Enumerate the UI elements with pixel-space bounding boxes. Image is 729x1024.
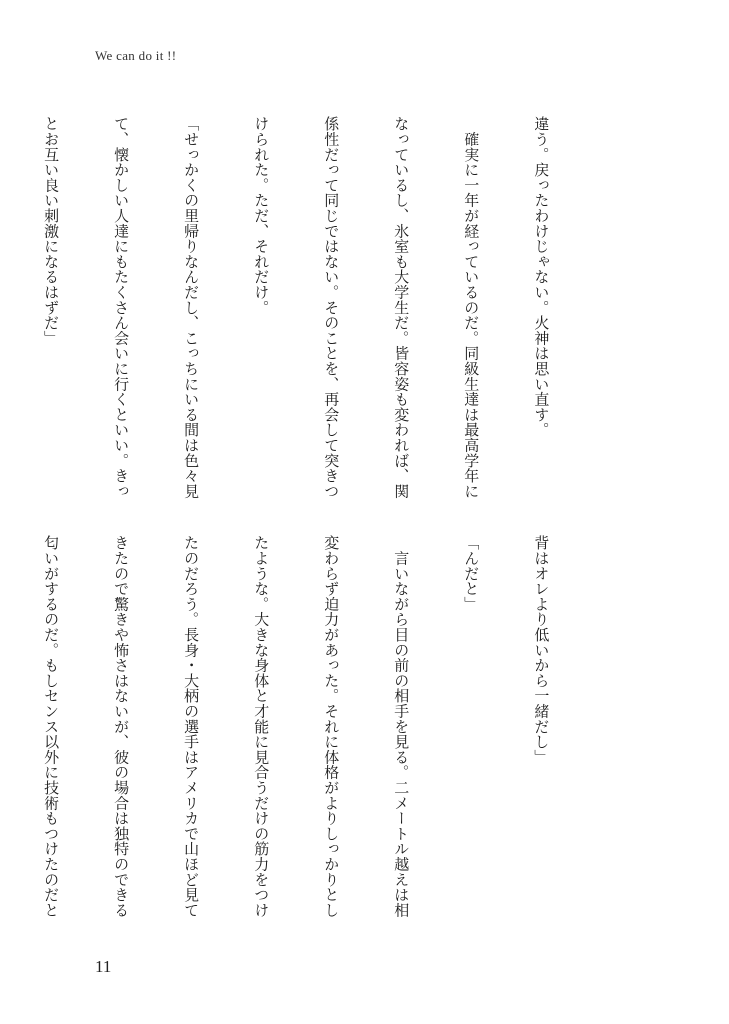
text-line: 「せっかくの里帰りなんだし、こっちにいる間は色々見 xyxy=(182,116,201,499)
text-block-upper xyxy=(42,116,599,508)
text-line: けられた。ただ、それだけ。 xyxy=(252,116,271,315)
text-line: たような。大きな身体と才能に見合うだけの筋力をつけ xyxy=(252,535,271,918)
text-line: 係性だって同じではない。そのことを、再会して突きつ xyxy=(322,116,341,499)
text-line: とお互い良い刺激になるはずだ」 xyxy=(42,116,61,346)
text-line: たのだろう。長身・大柄の選手はアメリカで山ほど見て xyxy=(182,535,201,918)
page-number: 11 xyxy=(95,957,112,976)
text-line: 確実に一年が経っているのだ。同級生達は最高学年に xyxy=(462,116,481,499)
text-line: 背はオレより低いから一緒だし」 xyxy=(532,535,551,765)
running-header: We can do it !! xyxy=(95,48,177,63)
text-line: なっているし、氷室も大学生だ。皆容姿も変われば、関 xyxy=(392,116,411,499)
text-line: て、懐かしい人達にもたくさん会いに行くといい。きっ xyxy=(112,116,131,499)
text-block-lower xyxy=(42,535,599,927)
text-line: 言いながら目の前の相手を見る。二メートル越えは相 xyxy=(392,535,411,918)
text-line: きたので驚きや怖さはないが、彼の場合は独特のできる xyxy=(112,535,131,918)
text-line: 「んだと」 xyxy=(462,535,481,612)
text-line: 匂いがするのだ。もしセンス以外に技術もつけたのだと xyxy=(42,535,61,918)
text-line: 変わらず迫力があった。それに体格がよりしっかりとし xyxy=(322,535,341,918)
text-line: 違う。戻ったわけじゃない。火神は思い直す。 xyxy=(532,116,551,438)
